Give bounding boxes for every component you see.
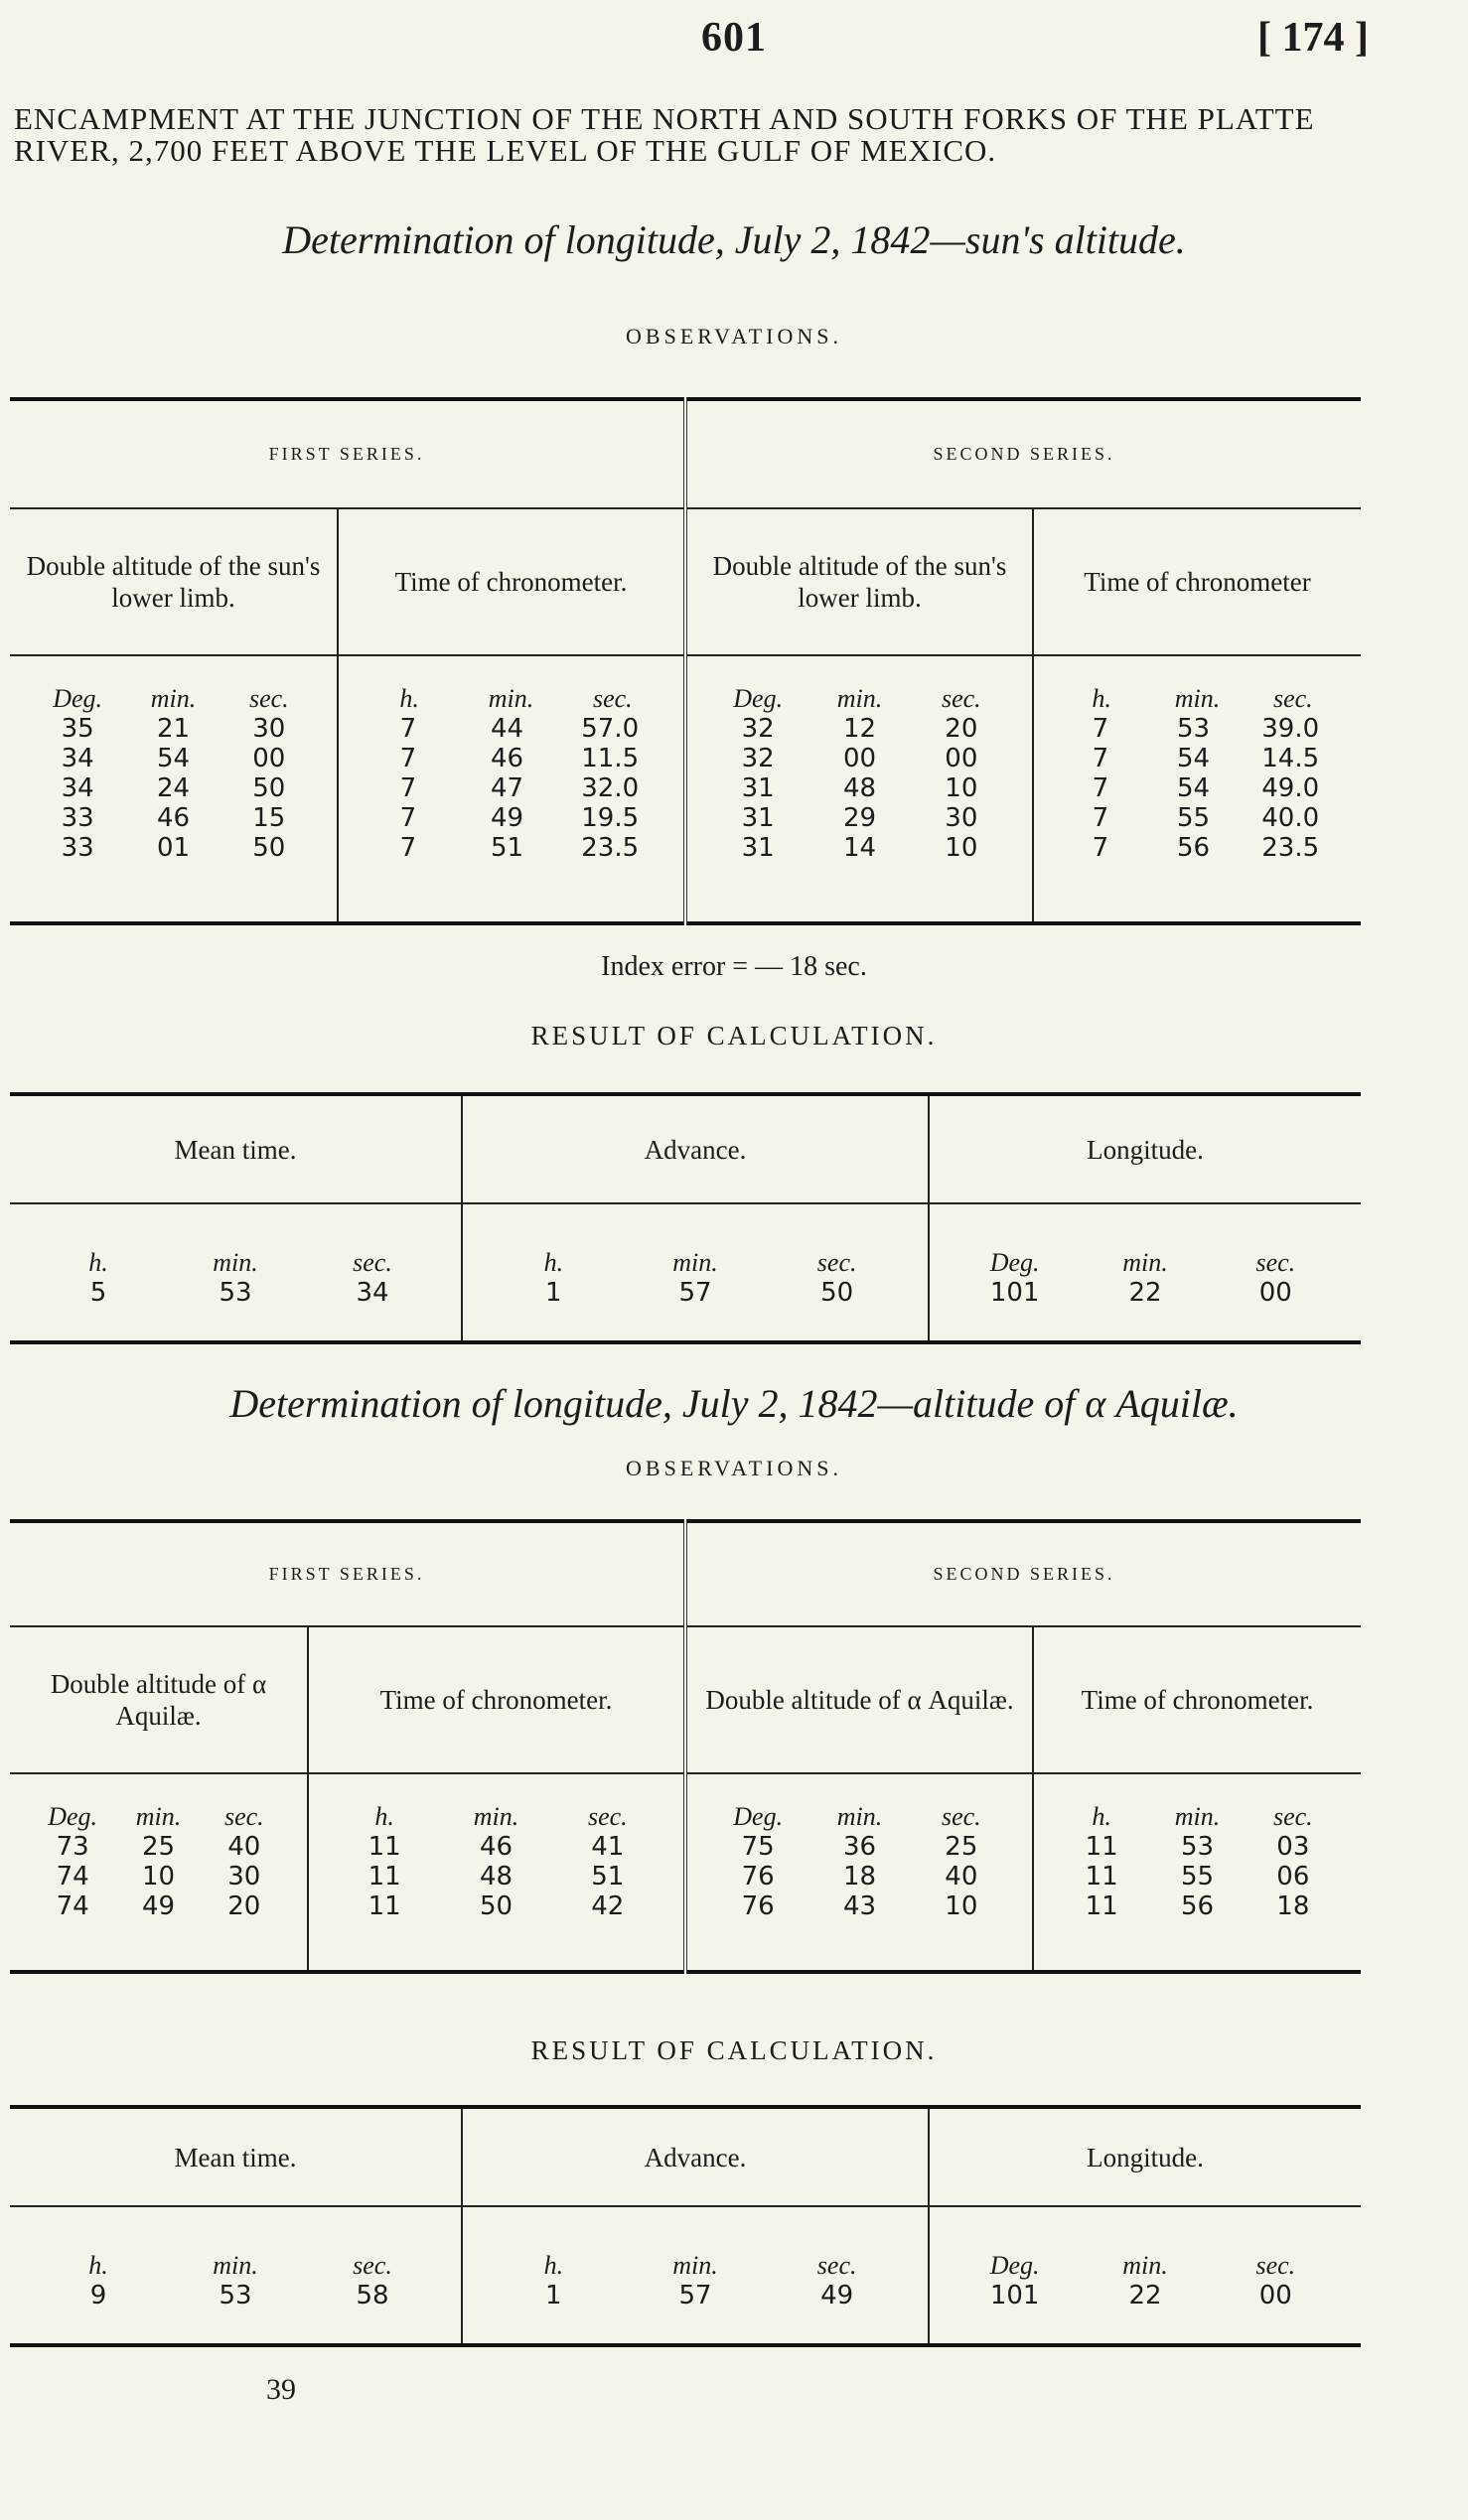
page-number: 601 [701,15,767,61]
first-series-label: FIRST SERIES. [10,399,685,508]
section1-observations-label: OBSERVATIONS. [626,324,842,349]
first-time-values: 7 44 57.0 7 46 11.5 7 47 32.0 7 49 19.5 7 51 23.5 [399,714,640,863]
units-row: h. min. sec. [399,684,633,713]
second-time-cell: h. min. sec. 11 53 03 11 55 06 11 56 18 [1085,1802,1313,1921]
page-heading: ENCAMPMENT AT THE JUNCTION OF THE NORTH AND SOUTH FORKS OF THE PLATTE RIVER, 2,700 FEET ABOVE THE LEVEL OF THE GULF OF MEXICO. [14,101,1315,168]
section2-result-table [10,2105,1361,2347]
first-alt-cell: Deg. min. sec. 73 25 40 74 10 30 74 49 20 [10,1773,308,1972]
result-advance: h. min. sec. 1 57 49 [462,2206,929,2345]
result-col-longitude: Longitude. [929,2107,1361,2206]
result-col-longitude: Longitude. [929,1094,1361,1203]
units-row: h. min. sec. [1092,684,1313,713]
bracket-page-number: [ 174 ] [1257,15,1369,61]
col-time-chronometer-2: Time of chronometer [1033,508,1361,655]
col-double-altitude: Double altitude of the sun's lower limb. [10,508,338,655]
second-time-cell [1033,655,1361,923]
result-col-advance: Advance. [462,2107,929,2206]
section2-observations-table [10,1519,1361,1974]
section1-result-label: RESULT OF CALCULATION. [530,1021,938,1050]
first-time-cell [338,655,685,923]
col-time-chronometer: Time of chronometer. [338,508,685,655]
col-time-chronometer: Time of chronometer. [308,1626,685,1773]
col-double-altitude-2: Double altitude of α Aquilæ. [685,1626,1033,1773]
result-col-mean-time: Mean time. [10,2107,462,2206]
result-longitude: Deg. min. sec. 101 22 00 [989,2250,1296,2310]
section2-title: Determination of longitude, July 2, 1842—altitude of α Aquilæ. [229,1381,1239,1426]
result-advance: h. min. sec. 1 57 50 [462,1203,929,1342]
second-alt-cell [685,655,1033,923]
second-alt-values: 32 12 20 32 00 00 31 48 10 31 29 30 31 14 10 [741,714,978,863]
first-alt-cell [10,655,338,923]
first-series-label: FIRST SERIES. [10,1521,685,1626]
second-series-label: SECOND SERIES. [685,399,1361,508]
units-row: Deg. min. sec. [53,684,289,713]
section2-result-label: RESULT OF CALCULATION. [530,2035,938,2065]
index-error: Index error = — 18 sec. [601,951,867,982]
col-double-altitude: Double altitude of α Aquilæ. [10,1626,308,1773]
units-row: Deg. min. sec. [733,684,981,713]
first-time-cell: h. min. sec. 11 46 41 11 48 51 11 50 42 [308,1773,685,1972]
result-col-advance: Advance. [462,1094,929,1203]
result-mean-time: h. min. sec. 9 53 58 [10,2206,462,2345]
col-time-chronometer-2: Time of chronometer. [1033,1626,1361,1773]
footer-number: 39 [266,2373,296,2406]
first-alt-values: 35 21 30 34 54 00 34 24 50 33 46 15 33 01 50 [61,714,286,863]
result-longitude: Deg. min. sec. 101 22 00 [989,1247,1296,1308]
second-alt-cell: Deg. min. sec. 75 36 25 76 18 40 76 43 10 [685,1773,1033,1972]
section1-result-table [10,1092,1361,1344]
second-series-label: SECOND SERIES. [685,1521,1361,1626]
result-col-mean-time: Mean time. [10,1094,462,1203]
section1-title: Determination of longitude, July 2, 1842—sun's altitude. [282,217,1186,262]
second-time-values: 7 53 39.0 7 54 14.5 7 54 49.0 7 55 40.0 7 56 23.5 [1092,714,1320,863]
result-mean-time: h. min. sec. 5 53 34 [10,1203,462,1342]
section2-observations-label: OBSERVATIONS. [626,1456,842,1480]
col-double-altitude-2: Double altitude of the sun's lower limb. [685,508,1033,655]
section1-observations-table [10,397,1361,925]
